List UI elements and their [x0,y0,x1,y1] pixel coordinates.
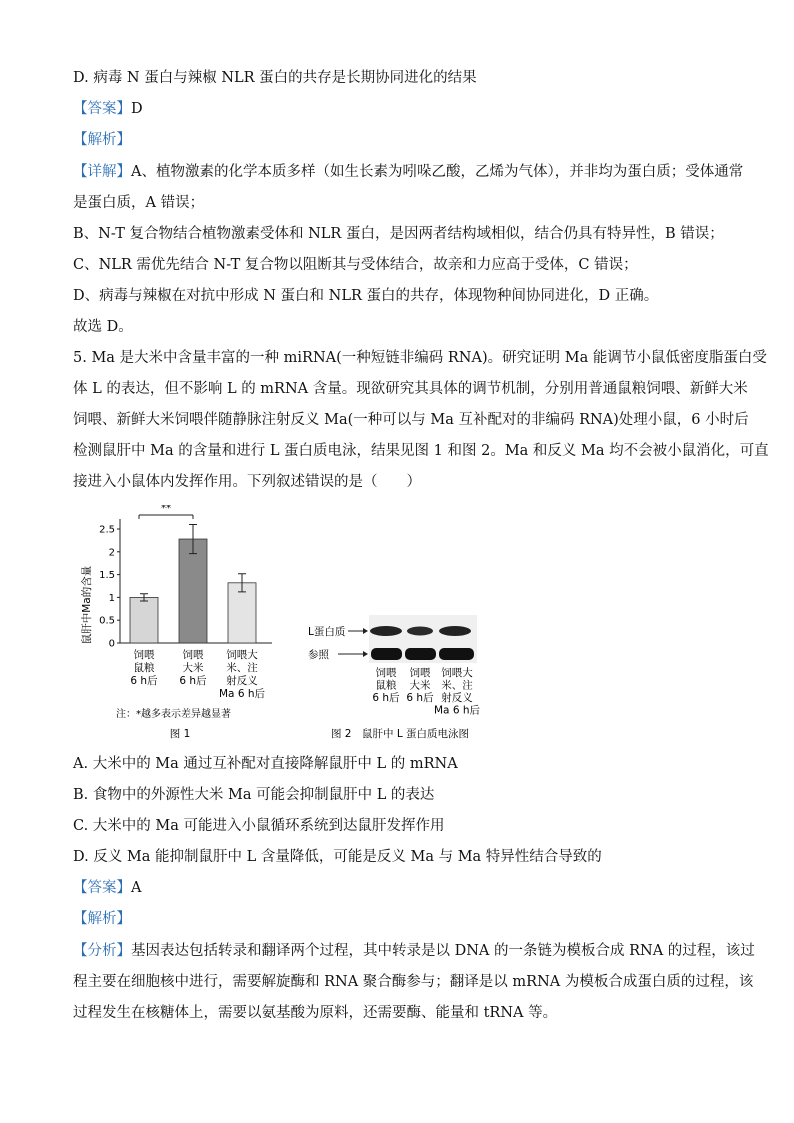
q5-stem-line: 检测鼠肝中 Ma 的含量和进行 L 蛋白质电泳，结果见图 1 和图 2。Ma 和反义 Ma 均不会被小鼠消化，可直 [73,443,769,459]
figure-2-electrophoresis [308,615,480,740]
q5-option-c: C. 大米中的 Ma 可能进入小鼠循环系统到达鼠肝发挥作用 [73,818,445,834]
q5-analysis-tag [73,909,131,929]
band-l-lane-2 [407,627,433,636]
detail-tag: 【详解】 [73,164,131,180]
q5-stem-line: 饲喂、新鲜大米饲喂伴随静脉注射反义 Ma(一种可以与 Ma 互补配对的非编码 RNA)处理小鼠，6 小时后 [73,412,749,428]
lane-label: 射反义 [441,692,473,704]
y-tick-label: 2.5 [99,524,115,536]
lane-label: 6 h后 [372,692,400,704]
lane-label: 饲喂大 [441,667,473,679]
band-ref-lane-1 [371,648,402,660]
q4-option-d: D. 病毒 N 蛋白与辣椒 NLR 蛋白的共存是长期协同进化的结果 [73,70,477,86]
q5-fenxi-1 [73,941,755,961]
y-tick-label: 2 [108,547,115,559]
x-category-label: 鼠粮 [133,662,155,674]
analysis-tag: 【解析】 [73,132,131,148]
q5-option-a: A. 大米中的 Ma 通过互补配对直接降解鼠肝中 L 的 mRNA [73,756,458,772]
lane-label: 大米 [409,679,431,692]
y-tick-label: 0 [108,638,115,650]
figure-1-note: 注：*越多表示差异越显著 [116,709,231,720]
lane-label: 饲喂 [409,667,431,679]
answer-tag: 【答案】 [73,880,131,896]
row-label-l-protein: L蛋白质 [308,626,346,638]
arrow-head [363,628,368,634]
y-axis-label: 鼠肝中Ma的含量 [81,565,93,645]
q5-stem-line: 5. Ma 是大米中含量丰富的一种 miRNA(一种短链非编码 RNA)。研究证明 Ma 能调节小鼠低密度脂蛋白受 [73,350,767,366]
x-category-label: 饲喂 [133,649,155,661]
bar [130,597,158,643]
x-category-label: 饲喂 [182,649,204,661]
fenxi-tag: 【分析】 [73,943,131,959]
y-tick-label: 1.5 [99,570,115,582]
arrow-head [363,651,368,657]
band-l-lane-1 [370,626,402,636]
q4-conclusion: 故选 D。 [73,319,133,335]
answer-value: D [131,101,143,117]
row-label-reference: 参照 [308,649,329,661]
x-category-label: 大米 [182,662,204,674]
q4-detail-4: D、病毒与辣椒在对抗中形成 N 蛋白和 NLR 蛋白的共存，体现物种间协同进化，D 正确。 [73,288,659,304]
q4-detail-3: C、NLR 需优先结合 N-T 复合物以阻断其与受体结合，故亲和力应高于受体，C 错误； [73,257,638,273]
figures [80,505,510,745]
lane-label: 米、注 [441,679,473,692]
figures-svg [80,505,510,745]
x-category-label: 射反义 [226,675,258,687]
q4-detail-1b: 是蛋白质，A 错误； [73,195,205,211]
band-l-lane-3 [439,626,471,636]
figure-1-caption: 图 1 [169,728,191,740]
q4-answer [73,99,143,119]
lane-label: 饲喂 [375,667,397,679]
answer-value: A [131,880,142,896]
bar [179,539,207,643]
answer-tag: 【答案】 [73,101,131,117]
band-ref-lane-3 [439,648,474,660]
x-category-label: 6 h后 [130,675,158,687]
significance-bracket [139,505,193,519]
figure-1-bar-chart [80,505,272,740]
band-ref-lane-2 [405,648,436,660]
lane-label: 鼠粮 [375,679,397,692]
x-category-label: Ma 6 h后 [218,688,266,700]
x-category-label: 饲喂大 [226,649,258,661]
q5-stem-line: 接进入小鼠体内发挥作用。下列叙述错误的是（ ） [73,474,421,490]
q5-stem-line: 体 L 的表达，但不影响 L 的 mRNA 含量。现欲研究其具体的调节机制，分别用普通鼠粮饲喂、新鲜大米 [73,381,748,397]
q5-fenxi-3: 过程发生在核糖体上，需要以氨基酸为原料，还需要酶、能量和 tRNA 等。 [73,1005,558,1021]
x-category-label: 6 h后 [179,675,207,687]
q5-option-b: B. 食物中的外源性大米 Ma 可能会抑制鼠肝中 L 的表达 [73,787,435,803]
analysis-tag: 【解析】 [73,911,131,927]
q4-detail-2: B、N-T 复合物结合植物激素受体和 NLR 蛋白，是因两者结构域相似，结合仍具有特异性，B 错误； [73,226,724,242]
x-category-label: 米、注 [226,662,258,674]
y-tick-label: 1 [108,592,115,604]
figure-2-caption: 图 2 鼠肝中 L 蛋白质电泳图 [330,728,470,740]
q5-option-d: D. 反义 Ma 能抑制鼠肝中 L 含量降低，可能是反义 Ma 与 Ma 特异性结合导致的 [73,849,602,865]
significance-mark: ** [161,505,171,514]
q4-analysis-tag [73,130,131,150]
lane-label: Ma 6 h后 [433,704,481,717]
y-tick-label: 0.5 [99,615,115,627]
fenxi-text: 基因表达包括转录和翻译两个过程，其中转录是以 DNA 的一条链为模板合成 RNA 的过程，该过 [131,943,755,959]
detail-text: A、植物激素的化学本质多样（如生长素为吲哚乙酸，乙烯为气体），并非均为蛋白质；受体通常 [131,164,744,180]
lane-label: 6 h后 [406,692,434,704]
q5-answer [73,878,141,898]
q5-fenxi-2: 程主要在细胞核中进行，需要解旋酶和 RNA 聚合酶参与；翻译是以 mRNA 为模板合成蛋白质的过程，该 [73,974,754,990]
q4-detail-1 [73,162,743,182]
